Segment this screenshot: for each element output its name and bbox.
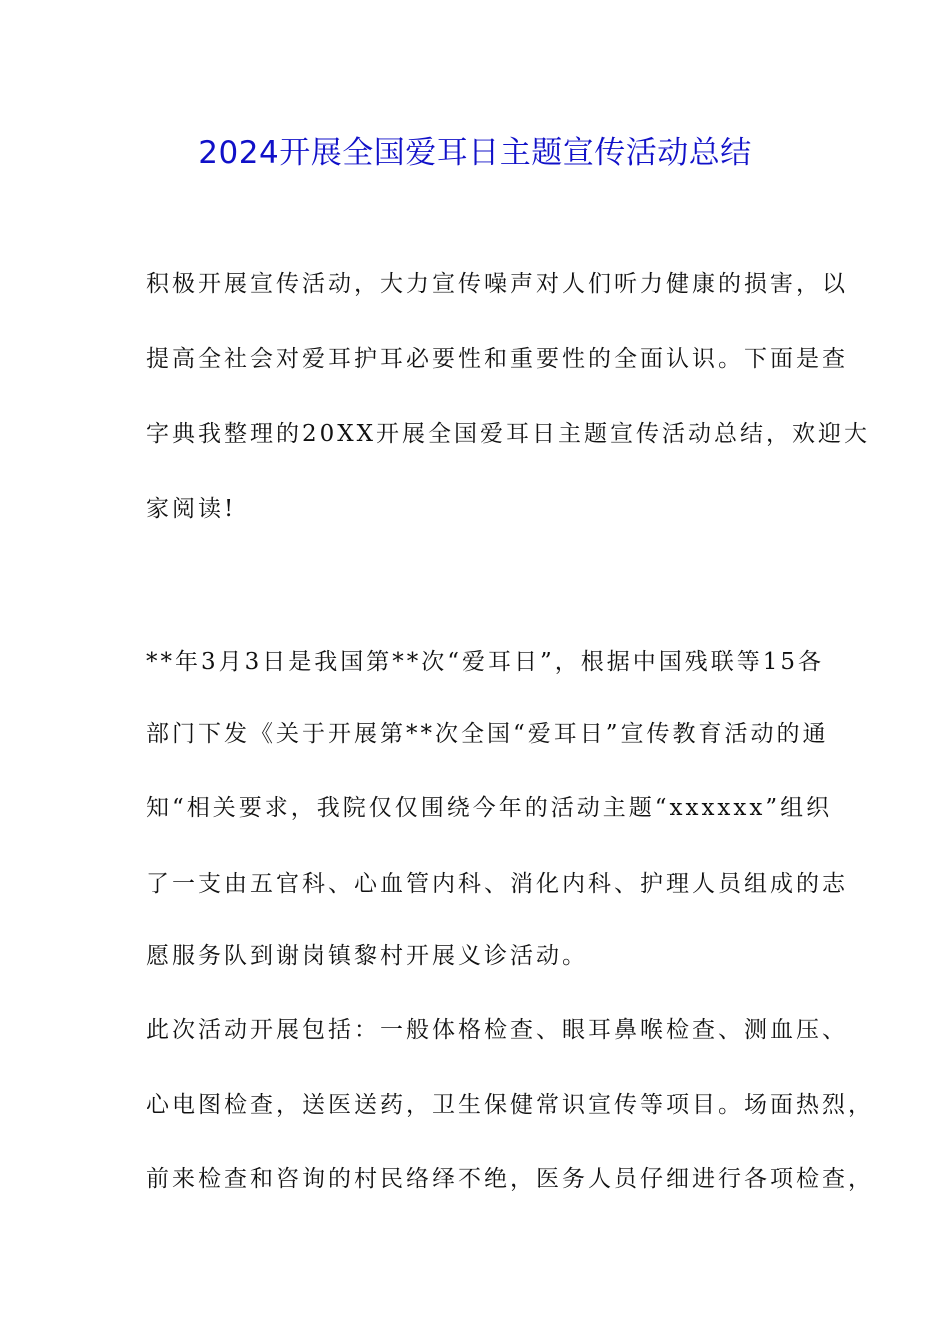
intro-line-2: 提高全社会对爱耳护耳必要性和重要性的全面认识。下面是查 bbox=[146, 346, 848, 372]
intro-line-3: 字典我整理的20XX开展全国爱耳日主题宣传活动总结，欢迎大 bbox=[146, 421, 871, 447]
para1-line-5: 愿服务队到谢岗镇黎村开展义诊活动。 bbox=[146, 943, 588, 969]
para2-line-1: 此次活动开展包括：一般体格检查、眼耳鼻喉检查、测血压、 bbox=[146, 1017, 848, 1043]
document-title: 2024开展全国爱耳日主题宣传活动总结 bbox=[198, 135, 752, 171]
para1-line-4: 了一支由五官科、心血管内科、消化内科、护理人员组成的志 bbox=[146, 871, 848, 897]
para2-line-3: 前来检查和咨询的村民络绎不绝，医务人员仔细进行各项检查， bbox=[146, 1166, 874, 1192]
para1-line-3: 知“相关要求，我院仅仅围绕今年的活动主题“xxxxxx”组织 bbox=[146, 795, 833, 821]
para1-line-1: **年3月3日是我国第**次“爱耳日”，根据中国残联等15各 bbox=[146, 649, 825, 675]
para2-line-2: 心电图检查，送医送药，卫生保健常识宣传等项目。场面热烈， bbox=[146, 1092, 874, 1118]
intro-line-4: 家阅读! bbox=[146, 496, 237, 522]
intro-line-1: 积极开展宣传活动，大力宣传噪声对人们听力健康的损害，以 bbox=[146, 271, 848, 297]
para1-line-2: 部门下发《关于开展第**次全国“爱耳日”宣传教育活动的通 bbox=[146, 721, 829, 747]
